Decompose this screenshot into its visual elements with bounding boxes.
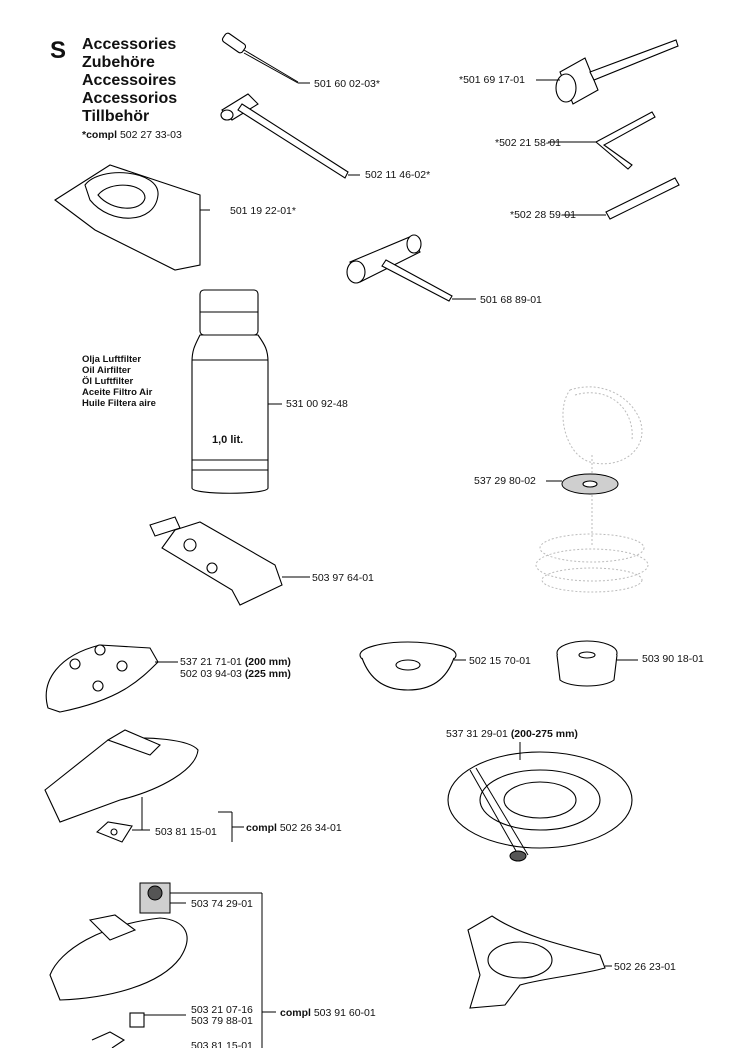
plug-wrench-drawing (536, 40, 678, 104)
oil-label-fr: Huile Filtera aire (82, 398, 156, 409)
part-537-21-71-01-number: 537 21 71-01 (180, 656, 242, 668)
blade-guard-drawing (46, 645, 178, 712)
compl-502-26-34-01-prefix: compl (246, 822, 277, 834)
bottle-volume: 1,0 lit. (212, 434, 244, 446)
compl-main (82, 129, 182, 141)
part-502-15-70-01: 502 15 70-01 (469, 655, 531, 667)
part-503-81-15-01-b: 503 81 15-01 (191, 1040, 253, 1048)
drive-cup-drawing (360, 642, 466, 690)
spider-bracket-drawing (468, 916, 612, 1008)
part-501-69-17-01: *501 69 17-01 (459, 74, 525, 86)
part-503-21-07-16: 503 21 07-16 (191, 1004, 253, 1016)
washer-drawing (536, 387, 648, 592)
part-531-00-92-48: 531 00 92-48 (286, 398, 348, 410)
oil-label-en: Oil Airfilter (82, 365, 131, 376)
part-503-79-88-01: 503 79 88-01 (191, 1015, 253, 1027)
part-503-81-15-01: 503 81 15-01 (155, 826, 217, 838)
part-503-97-64-01: 503 97 64-01 (312, 572, 374, 584)
screwdriver-drawing (221, 32, 310, 83)
support-cup-drawing (557, 641, 638, 686)
heading-en: Accessories (82, 36, 177, 53)
harness-drawing (55, 165, 210, 270)
part-502-03-94-03-number: 502 03 94-03 (180, 668, 242, 680)
compl-503-91-60-01 (280, 1007, 376, 1019)
heading-sv: Tillbehör (82, 108, 150, 125)
trimmer-guard-drawing (448, 742, 632, 861)
compl-main-number: 502 27 33-03 (119, 129, 182, 141)
compl-503-91-60-01-number: 503 91 60-01 (313, 1007, 376, 1019)
part-502-26-23-01: 502 26 23-01 (614, 961, 676, 973)
part-501-19-22-01: 501 19 22-01* (230, 205, 296, 217)
part-502-03-94-03 (180, 668, 291, 680)
part-501-68-89-01: 501 68 89-01 (480, 294, 542, 306)
part-502-03-94-03-size: (225 mm) (244, 668, 291, 680)
part-537-21-71-01-size: (200 mm) (244, 656, 291, 668)
socket-wrench-drawing (347, 235, 476, 301)
part-537-31-29-01-number: 537 31 29-01 (446, 728, 508, 740)
heading-fr: Accessoires (82, 72, 177, 89)
compl-502-26-34-01-number: 502 26 34-01 (279, 822, 342, 834)
part-503-74-29-01: 503 74 29-01 (191, 898, 253, 910)
part-537-29-80-02: 537 29 80-02 (474, 475, 536, 487)
oil-label-de: Öl Luftfilter (82, 376, 134, 387)
heading-de: Zubehöre (82, 54, 155, 71)
part-537-31-29-01 (446, 728, 578, 740)
part-502-11-46-02: 502 11 46-02* (365, 169, 431, 181)
section-letter: S (50, 37, 67, 64)
heading-es: Accessorios (82, 90, 178, 107)
oil-label-sv: Olja Luftfilter (82, 354, 142, 365)
part-537-31-29-01-size: (200-275 mm) (510, 728, 578, 740)
compl-main-prefix: *compl (82, 129, 118, 141)
part-502-21-58-01: *502 21 58-01 (495, 137, 561, 149)
part-503-90-18-01: 503 90 18-01 (642, 653, 704, 665)
t-wrench-drawing (221, 94, 360, 178)
part-501-60-02-03: 501 60 02-03* (314, 78, 380, 90)
compl-503-91-60-01-prefix: compl (280, 1007, 311, 1019)
oil-bottle-drawing (192, 290, 282, 493)
part-537-21-71-01 (180, 656, 291, 668)
compl-502-26-34-01 (246, 822, 342, 834)
oil-label-es: Aceite Filtro Air (82, 387, 153, 398)
pin-drawing (562, 178, 679, 219)
part-502-28-59-01: *502 28 59-01 (510, 209, 576, 221)
hex-key-drawing (548, 112, 655, 169)
grease-tube-drawing (150, 517, 310, 605)
